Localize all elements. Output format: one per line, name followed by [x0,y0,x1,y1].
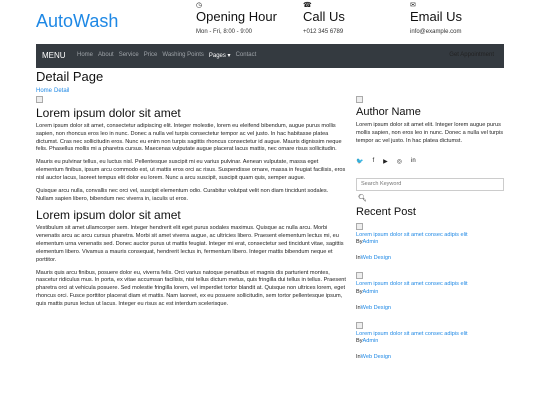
article-paragraph-2: Mauris eu pulvinar tellus, eu luctus nisl. Pellentesque suscipit mi eu varius pulvinar. Aenean vulputate, massa eget elementum finibus, ipsum arcu commodo est, ut mattis eros orci ac risus. Suspendisse ornare, massa in feugiat facilisis, eros nisl auctor lacus, laoreet tempus elit dolor eu lorem. Nunc a arcu suscipit, suscipit quam quis, semper augue. [36,159,346,181]
nav-service[interactable]: Service [118,52,139,58]
breadcrumb [36,88,71,94]
opening-hour-text: Mon - Fri, 8:00 - 9:00 [196,29,253,35]
recent-post-item[interactable] [356,223,506,261]
twitter-icon[interactable]: 🐦 [356,159,364,166]
brand-logo[interactable]: AutoWash [36,11,119,31]
email-us-title: Email Us [410,9,463,24]
post-author-meta [356,239,506,245]
post-author-link[interactable]: Admin [362,288,379,295]
article-image [36,96,43,103]
nav-about[interactable]: About [98,52,114,58]
post-author-link[interactable]: Admin [362,337,379,344]
post-title-link[interactable]: Lorem ipsum dolor sit amet consec adipis elit [356,330,468,337]
nav-home[interactable]: Home [77,52,94,58]
phone-number[interactable]: +012 345 6789 [303,29,344,35]
article-paragraph-5: Mauris quis arcu finibus, posuere dolor eu, viverra felis. Orci varius natoque penatibus et magnis dis parturient montes, nascetur ridiculus mus. In porta, ex vitae accumsan facilisis, nisi tellus dictum metus, quis fringilla dui tellus in tellus. Praesent pharetra orci at vehicula posuere. Sed molestie fringilla lorem, vel imperdiet tortor blandit at. Quisque non ultrices lorem, eget rhoncus orci. Fusce porttitor placerat diam et mattis. Nam laoreet, ex eu posuere sollicitudin, sem tortor pellentesque ipsum, quis mattis purus lectus ut lacus. Integer eu risus ac est interdum scelerisque. [36,269,346,307]
breadcrumb-home[interactable]: Home [36,88,53,94]
nav-pages-dropdown[interactable]: Pages ▾ [208,53,231,59]
author-name: Author Name [356,106,421,118]
recent-post-item[interactable] [356,272,506,310]
facebook-icon[interactable]: f [372,158,375,165]
post-author-link[interactable]: Admin [362,239,379,246]
nav-links [77,52,256,59]
article-paragraph-1: Lorem ipsum dolor sit amet, consectetur adipiscing elit. Integer molestie, lorem eu eleifend bibendum, augue purus mollis sapien, non rhoncus eros leo in nunc. Donec a nulla vel turpis consectetur tempor ac vel justo. In hac habitasse platea dictumst. Cras nec sollicitudin eros. Nunc eu enim non turpis sagittis rhoncus consectetur id augue. Mauris dignissim neque felis. Phasellus mollis mi a pharetra cursus. Maecenas vulputate augue placerat lacus mattis, nec ornare risus sollicitudin. [36,123,342,153]
envelope-icon: ✉ [410,2,416,9]
phone-icon: ☎ [303,2,312,9]
nav-washing-points[interactable]: Washing Points [162,52,204,58]
search-icon[interactable]: 🔍︎ [358,194,367,202]
post-title-link[interactable]: Lorem ipsum dolor sit amet consec adipis elit [356,281,468,288]
top-bar [0,0,540,44]
clock-icon: ◷ [196,2,203,9]
by-label: By [356,288,363,295]
post-category-meta [356,354,506,360]
article-heading-1: Lorem ipsum dolor sit amet [36,106,181,120]
email-address[interactable]: info@example.com [410,29,462,35]
page-title: Detail Page [36,69,104,84]
post-author-meta [356,289,506,295]
post-thumbnail [356,272,363,279]
post-category-link[interactable]: Web Design [360,304,392,311]
article-paragraph-4: Vestibulum sit amet ullamcorper sem. Integer hendrerit elit eget purus sodales maximus. Quisque ac nulla arcu. Morbi venenatis arcu ac arcu cursus pharetra. Morbi sit amet viverra augue, ac ultricies libero. Praesent elementum lectus mi, eu elementum urna venenatis sed. Donec auctor purus ut mattis feugiat. Integer mi erat, consectetur sed tincidunt vitae, sagittis elementum libero. Vivamus a mauris consequat, hendrerit lectus in, fermentum libero. Integer mattis bibendum neque et porttitor. [36,225,344,263]
post-category-meta [356,305,506,311]
article-heading-2: Lorem ipsum dolor sit amet [36,208,181,223]
menu-label[interactable]: MENU [42,51,66,60]
sidebar [356,96,506,360]
in-label: In [356,255,361,262]
post-thumbnail [356,322,363,329]
article-paragraph-3: Quisque arcu nulla, convallis nec orci vel, suscipit elementum odio. Curabitur volutpat velit non diam tincidunt sodales. Nullam sapien libero, bibendum nec viverra in, iaculis ut eros. [36,187,329,202]
post-category-link[interactable]: Web Design [360,255,392,262]
opening-hour-title: Opening Hour [196,9,277,24]
get-appointment-button[interactable]: Get Appointment [449,52,494,58]
social-links [356,158,506,165]
linkedin-icon[interactable]: in [411,158,416,165]
search-input[interactable] [356,178,504,191]
in-label: In [356,304,361,311]
breadcrumb-detail[interactable]: Detail [54,88,70,94]
article [36,96,346,314]
navbar [36,44,504,68]
post-thumbnail [356,223,363,230]
author-image [356,96,363,103]
recent-post-title: Recent Post [356,205,416,218]
post-category-meta [356,255,506,261]
call-us-title: Call Us [303,9,345,24]
post-title-link[interactable]: Lorem ipsum dolor sit amet consec adipis elit [356,231,468,238]
nav-price[interactable]: Price [143,52,158,58]
in-label: In [356,353,361,360]
recent-post-item[interactable] [356,322,506,360]
by-label: By [356,239,363,246]
post-category-link[interactable]: Web Design [360,353,392,360]
instagram-icon[interactable]: ◎ [396,159,403,166]
nav-contact[interactable]: Contact [235,52,257,58]
by-label: By [356,337,363,344]
post-author-meta [356,338,506,344]
youtube-icon[interactable]: ▶ [383,159,388,166]
author-bio: Lorem ipsum dolor sit amet elit. Integer lorem augue purus mollis sapien, non eros leo in nunc. Donec a nulla vel turpis tempor ac vel justo. In hac platea dictumst. [356,122,504,144]
